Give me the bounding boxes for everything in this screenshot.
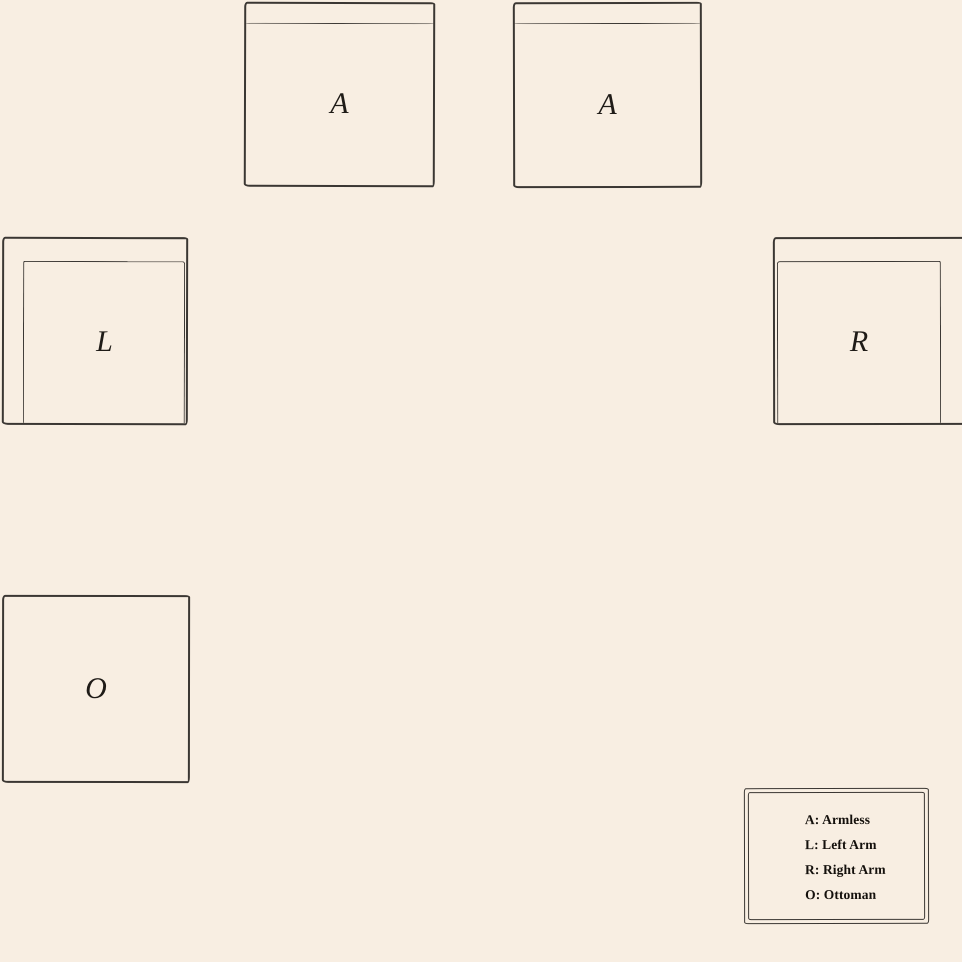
piece-label-ottoman: O [85, 671, 107, 706]
piece-armless-2 [513, 2, 702, 188]
piece-label-armless-1: A [330, 86, 349, 121]
piece-left-arm [2, 237, 188, 425]
piece-armless-1 [244, 2, 435, 187]
legend-inner-border [748, 792, 925, 920]
piece-label-armless-2: A [598, 87, 617, 121]
piece-right-arm [773, 237, 962, 425]
legend-item-left-arm: L: Left Arm [804, 836, 877, 853]
legend-box [744, 788, 929, 924]
legend-item-ottoman: O: Ottoman [805, 886, 877, 903]
legend-item-armless: A: Armless [804, 811, 871, 828]
piece-label-right-arm: R [849, 325, 869, 359]
piece-label-left-arm: L [96, 325, 113, 359]
legend-item-right-arm: R: Right Arm [805, 861, 886, 878]
piece-ottoman [2, 595, 190, 783]
